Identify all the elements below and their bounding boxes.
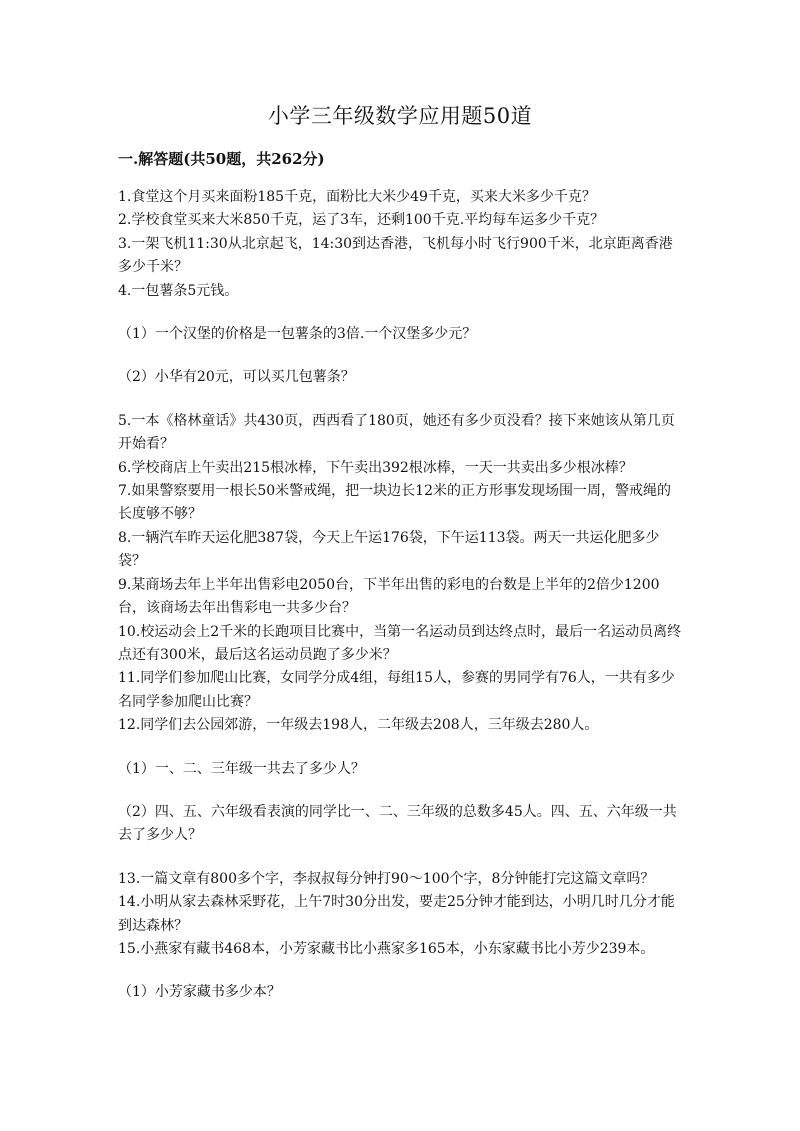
sub-question: （1）一个汉堡的价格是一包薯条的3倍.一个汉堡多少元？ bbox=[118, 326, 477, 343]
spacer bbox=[118, 390, 684, 410]
question: 9.某商场去年上半年出售彩电2050台，下半年出售的彩电的台数是上半年的2倍少1200台，该商场去年出售彩电一共多少台？ bbox=[118, 576, 660, 617]
spacer bbox=[118, 781, 684, 801]
sub-question: （2）小华有20元，可以买几包薯条？ bbox=[118, 369, 355, 386]
question: 5.一本《格林童话》共430页，西西看了180页，她还有多少页没看？接下来她该从第几页开始看？ bbox=[118, 412, 675, 453]
sub-question: （2）四、五、六年级看表演的同学比一、二、三年级的总数多45人。四、五、六年级一共去了多少人？ bbox=[118, 803, 677, 844]
question: 7.如果警察要用一根长50米警戒绳，把一块边长12米的正方形事发现场围一周，警戒绳的长度够不够？ bbox=[118, 483, 671, 523]
question: 13.一篇文章有800多个字，李叔叔每分钟打90～100个字，8分钟能打完这篇文章吗？ bbox=[118, 870, 655, 887]
question: 14.小明从家去森林采野花，上午7时30分出发，要走25分钟才能到达，小明几时几分才能到达森林？ bbox=[118, 894, 675, 934]
question: 3.一架飞机11:30从北京起飞，14:30到达香港，飞机每小时飞行900千米，北京距离香港多少千米？ bbox=[118, 235, 673, 276]
question-list bbox=[118, 186, 684, 1005]
question: 6.学校商店上午卖出215根冰棒，下午卖出392根冰棒，一天一共卖出多少根冰棒？ bbox=[118, 459, 633, 476]
spacer bbox=[118, 848, 684, 868]
sub-question: （1）一、二、三年级一共去了多少人？ bbox=[118, 760, 365, 777]
page-title: 小学三年级数学应用题50道 bbox=[267, 104, 533, 128]
question: 4.一包薯条5元钱。 bbox=[118, 282, 239, 299]
question: 11.同学们参加爬山比赛，女同学分成4组，每组15人，参赛的男同学有76人，一共有多少名同学参加爬山比赛？ bbox=[118, 670, 675, 710]
question: 2.学校食堂买来大米850千克，运了3车，还剩100千克.平均每车运多少千克？ bbox=[118, 212, 605, 229]
spacer bbox=[118, 738, 684, 758]
section-heading: 一.解答题(共50题，共262分) bbox=[118, 150, 325, 168]
question: 12.同学们去公园郊游，一年级去198人，二年级去208人，三年级去280人。 bbox=[118, 717, 599, 734]
sub-question: （1）小芳家藏书多少本？ bbox=[118, 984, 281, 1001]
question: 8.一辆汽车昨天运化肥387袋，今天上午运176袋，下午运113袋。两天一共运化肥多少袋？ bbox=[118, 529, 660, 570]
question: 1.食堂这个月买来面粉185千克，面粉比大米少49千克，买来大米多少千克？ bbox=[118, 189, 596, 205]
spacer bbox=[118, 961, 684, 981]
spacer bbox=[118, 346, 684, 366]
question: 15.小燕家有藏书468本，小芳家藏书比小燕家多165本，小东家藏书比小芳少239本。 bbox=[118, 940, 655, 957]
question: 10.校运动会上2千米的长跑项目比赛中，当第一名运动员到达终点时，最后一名运动员离终点还有300米，最后这名运动员跑了多少米？ bbox=[118, 623, 682, 663]
spacer bbox=[118, 303, 684, 323]
